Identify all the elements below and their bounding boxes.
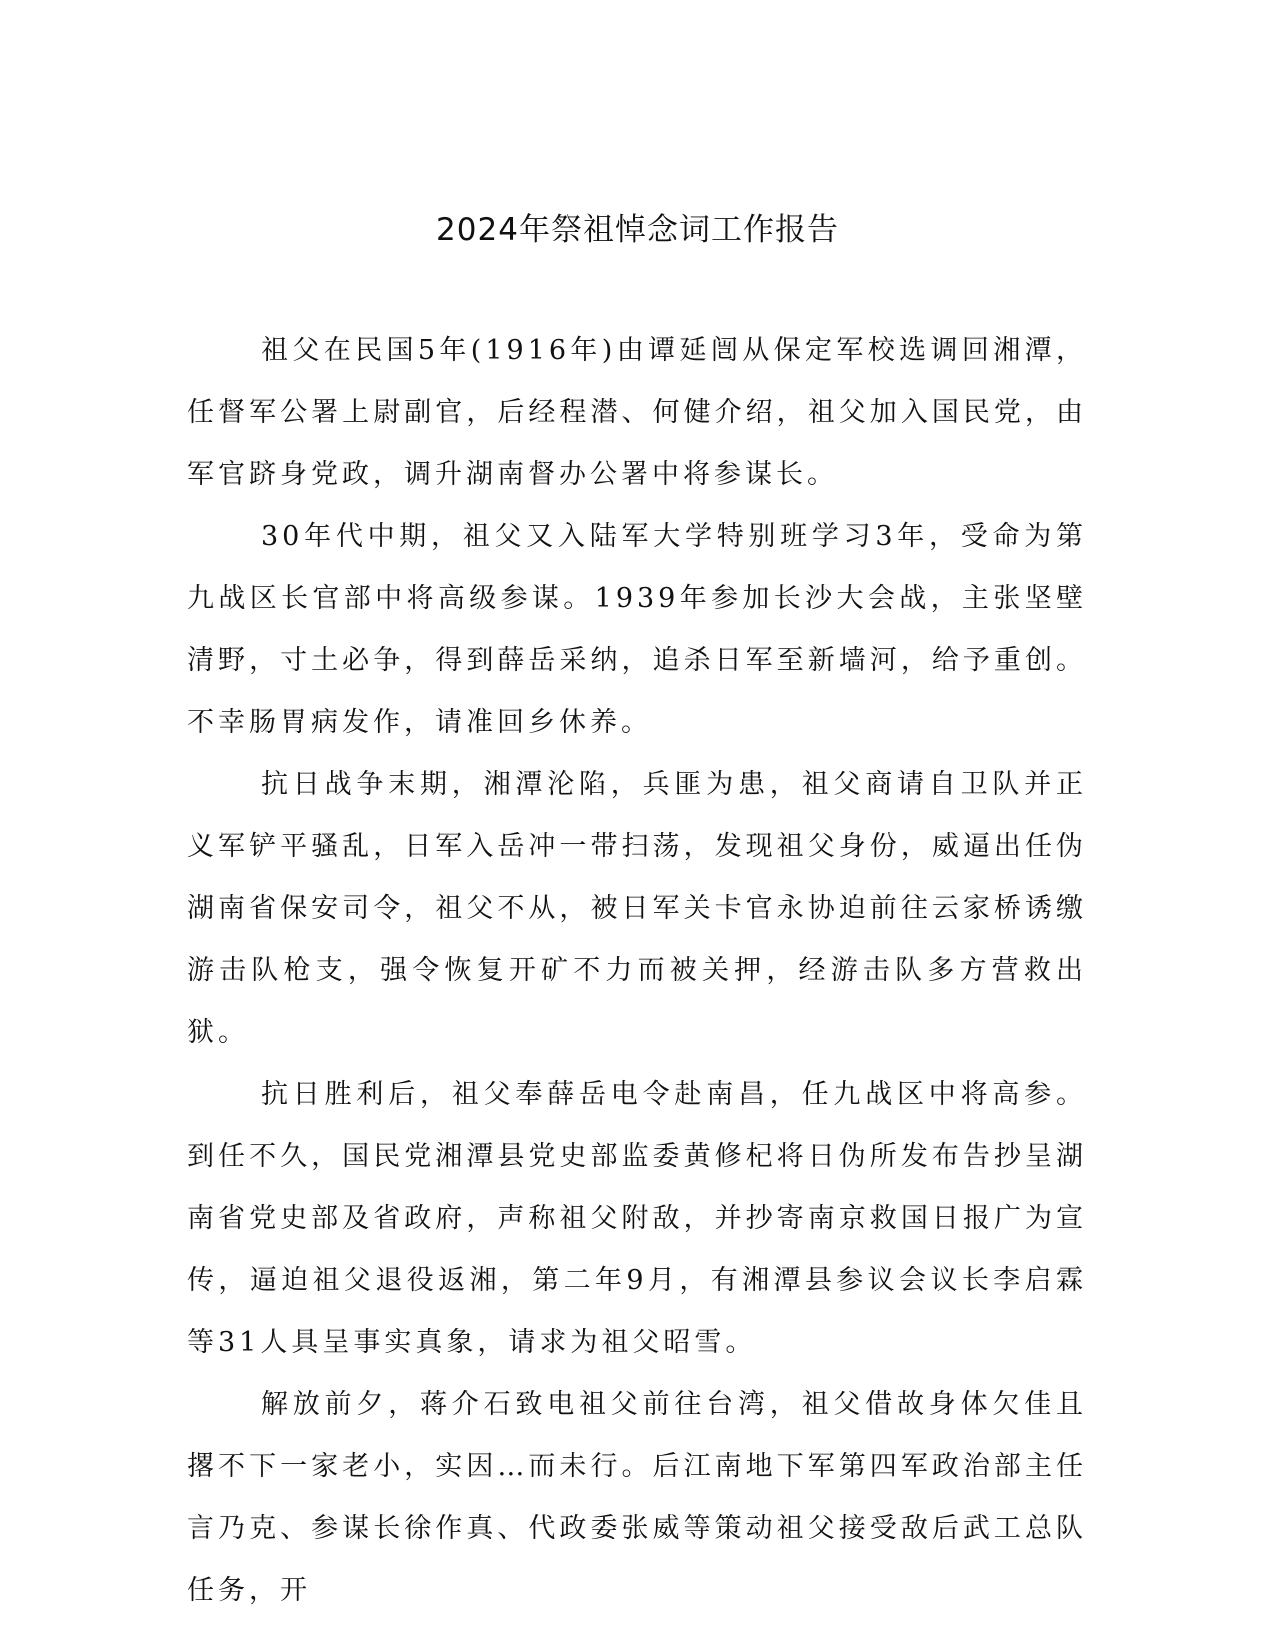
paragraph-4: 抗日胜利后，祖父奉薛岳电令赴南昌，任九战区中将高参。到任不久，国民党湘潭县党史部监委黄修杞将日伪所发布告抄呈湖南省党史部及省政府，声称祖父附敌，并抄寄南京救国日报广为宣传，逼迫祖父退役返湘，第二年9月，有湘潭县参议会议长李启霖等31人具呈事实真象，请求为祖父昭雪。 (187, 1079, 1087, 1358)
paragraph-3: 抗日战争末期，湘潭沦陷，兵匪为患，祖父商请自卫队并正义军铲平骚乱，日军入岳冲一带扫荡，发现祖父身份，威逼出任伪湖南省保安司令，祖父不从，被日军关卡官永协迫前往云家桥诱缴游击队枪支，强令恢复开矿不力而被关押，经游击队多方营救出狱。 (187, 769, 1087, 1048)
paragraph-1: 祖父在民国5年(1916年)由谭延闿从保定军校选调回湘潭，任督军公署上尉副官，后经程潜、何健介绍，祖父加入国民党，由军官跻身党政，调升湖南督办公署中将参谋长。 (187, 335, 1087, 490)
paragraph-2: 30年代中期，祖父又入陆军大学特别班学习3年，受命为第九战区长官部中将高级参谋。1939年参加长沙大会战，主张坚壁清野，寸土必争，得到薛岳采纳，追杀日军至新墙河，给予重创。不幸肠胃病发作，请准回乡休养。 (187, 521, 1087, 738)
document-title: 2024年祭祖悼念词工作报告 (436, 212, 839, 248)
paragraph-5: 解放前夕，蒋介石致电祖父前往台湾，祖父借故身体欠佳且撂不下一家老小，实因…而未行。后江南地下军第四军政治部主任言乃克、参谋长徐作真、代政委张威等策动祖父接受敌后武工总队任务，开 (187, 1389, 1087, 1606)
document-body (187, 320, 1087, 1622)
